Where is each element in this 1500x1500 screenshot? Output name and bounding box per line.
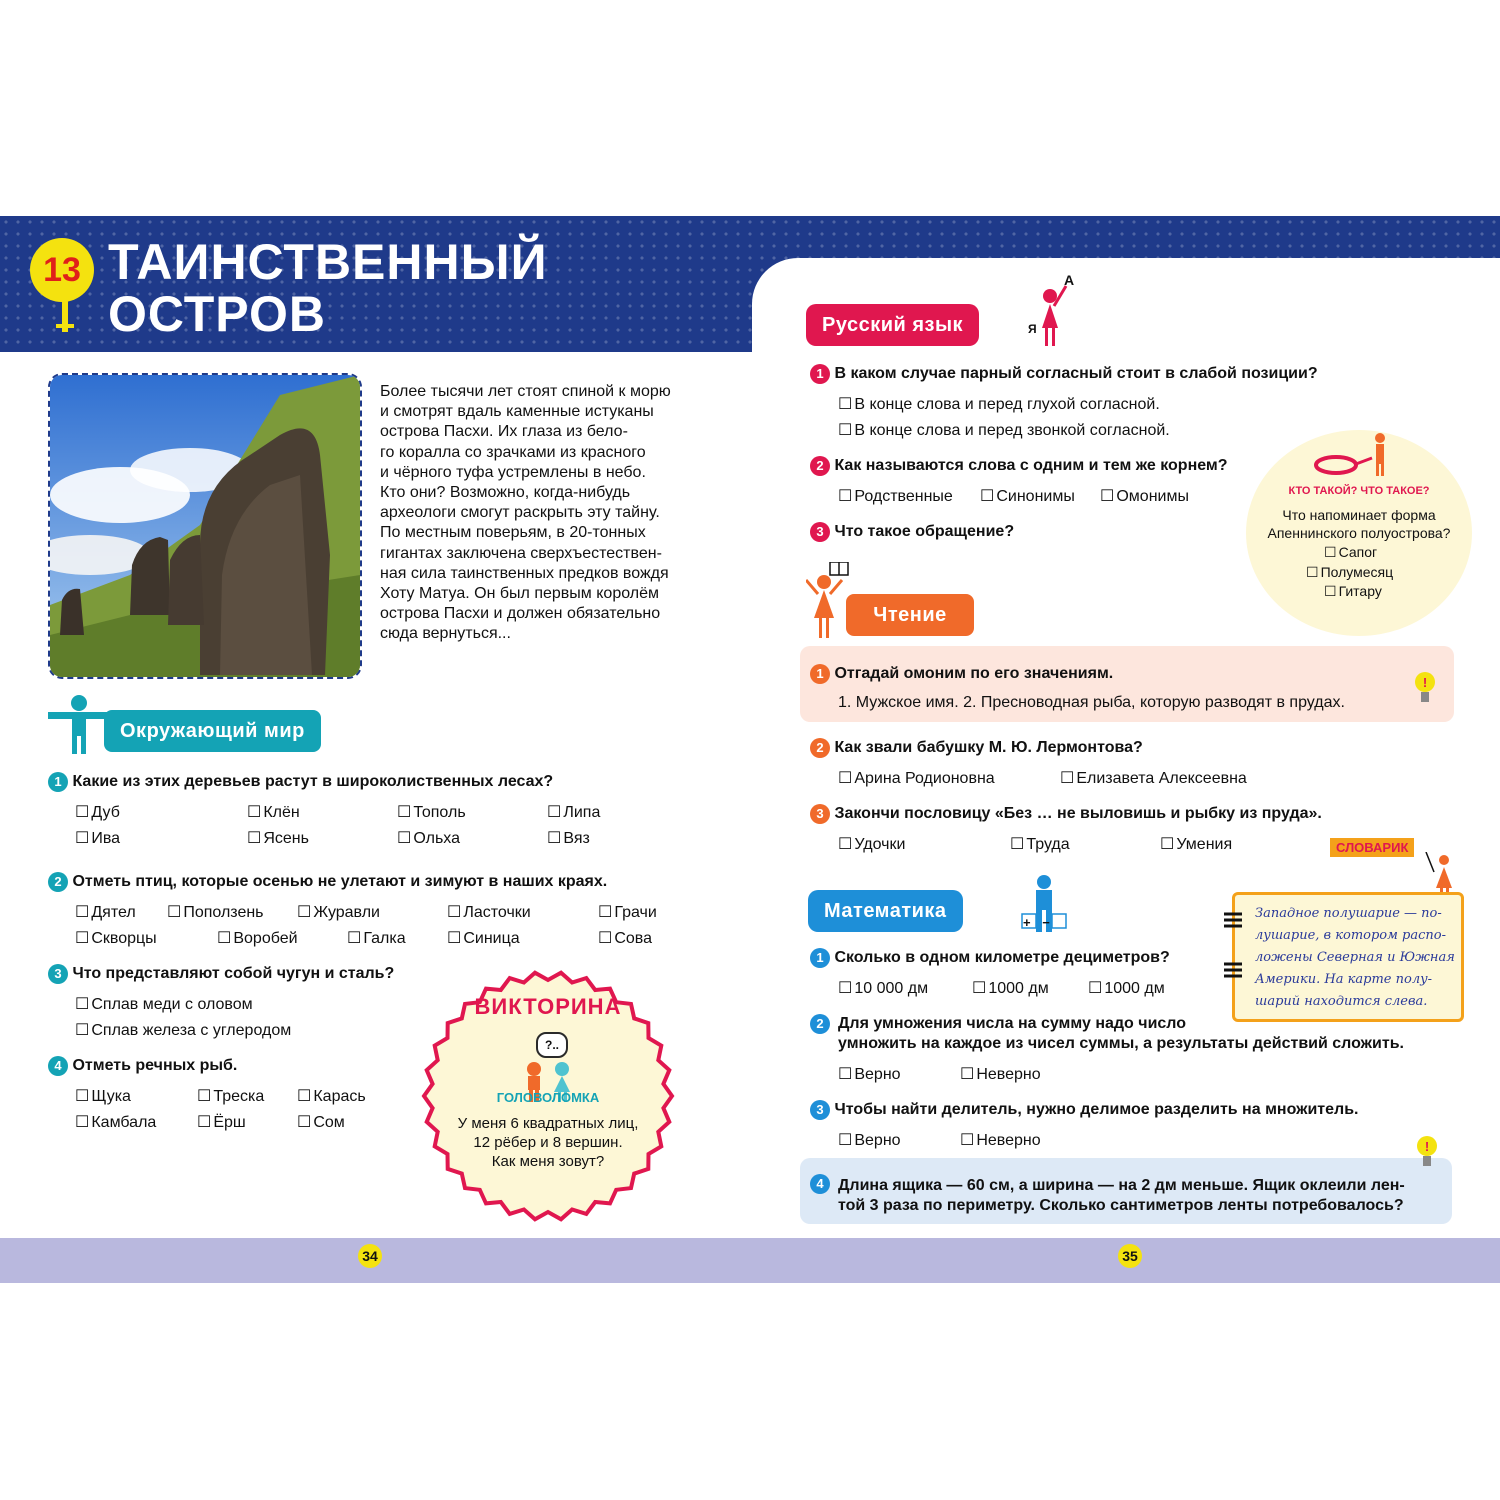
tab-russian[interactable]: Русский язык	[806, 304, 979, 346]
checkbox-option[interactable]: ☐ Гитару	[1324, 583, 1382, 600]
question-text: Отметь речных рыб.	[72, 1057, 238, 1074]
dictionary-line: ложены Северная и Южная	[1255, 950, 1455, 965]
checkbox-option[interactable]: ☐ Елизавета Алексеевна	[1060, 768, 1247, 788]
question-number: 2	[810, 1014, 830, 1034]
question-text	[838, 1014, 1458, 1054]
intro-line: острова Пасхи. Их глаза из бело-	[380, 423, 628, 441]
checkbox-option[interactable]: ☐ 10 000 дм	[838, 978, 928, 998]
question-number: 2	[48, 872, 68, 892]
question-text: Что представляют собой чугун и сталь?	[72, 965, 395, 982]
checkbox-option[interactable]: ☐ Ёрш	[197, 1112, 246, 1132]
dictionary-card	[1232, 892, 1464, 1022]
intro-paragraph	[380, 382, 700, 645]
question-text-line: Для умножения числа на сумму надо число	[838, 1015, 1187, 1032]
reading-question-1	[810, 664, 1113, 684]
dictionary-text	[1255, 903, 1459, 1013]
who-is-it-circle	[1246, 430, 1472, 636]
checkbox-option[interactable]: ☐ Родственные	[838, 486, 953, 506]
question-number: 2	[810, 738, 830, 758]
question-number: 1	[810, 364, 830, 384]
intro-line: ная сила таинственных предков вождя	[380, 564, 669, 582]
checkbox-option[interactable]: ☐ Удочки	[838, 834, 905, 854]
question-number: 1	[810, 664, 830, 684]
riddle-line: Как меня зовут?	[491, 1153, 605, 1170]
quiz-title: ВИКТОРИНА	[474, 994, 622, 1019]
notebook-rings-icon	[1222, 908, 1244, 1008]
checkbox-option[interactable]: ☐ Сова	[598, 928, 652, 948]
question-text: Как звали бабушку М. Ю. Лермонтова?	[834, 739, 1143, 756]
checkbox-option[interactable]: ☐ Ива	[75, 828, 120, 848]
riddle-line: 12 рёбер и 8 вершин.	[473, 1134, 623, 1151]
checkbox-option[interactable]: ☐ В конце слова и перед глухой согласной.	[838, 394, 1160, 414]
footer-band	[0, 1238, 1500, 1283]
question-number: 2	[810, 456, 830, 476]
question-text-line: умножить на каждое из чисел суммы, а результаты действий сложить.	[838, 1035, 1404, 1052]
plus-minus-signs: + −	[1023, 915, 1050, 930]
intro-line: Хоту Матуа. Он был первым королём	[380, 585, 659, 603]
checkbox-option[interactable]: ☐ Сплав меди с оловом	[75, 994, 253, 1014]
question-text: Сколько в одном километре дециметров?	[834, 949, 1170, 966]
checkbox-option[interactable]: ☐ Сплав железа с углеродом	[75, 1020, 291, 1040]
reading-question-2	[810, 738, 1143, 758]
question-number: 4	[48, 1056, 68, 1076]
intro-line: Более тысячи лет стоят спиной к морю	[380, 383, 671, 400]
intro-line: сюда вернуться...	[380, 625, 511, 643]
checkbox-option[interactable]: ☐ Ласточки	[447, 902, 531, 922]
intro-line: гигантах заключена сверхъестествен-	[380, 544, 662, 562]
russian-question-3	[810, 522, 1014, 542]
riddle-line: У меня 6 квадратных лиц,	[457, 1115, 639, 1132]
quiz-subtitle: ГОЛОВОЛОМКА	[496, 1090, 600, 1105]
tab-world[interactable]: Окружающий мир	[104, 710, 321, 752]
hard-question-bulb-icon	[1400, 1124, 1454, 1172]
checkbox-option[interactable]: ☐ Синица	[447, 928, 520, 948]
question-text: Чтобы найти делитель, нужно делимое разделить на множитель.	[834, 1101, 1359, 1118]
checkbox-option[interactable]: ☐ Галка	[347, 928, 406, 948]
checkbox-option[interactable]: ☐ Дуб	[75, 802, 120, 822]
speech-bubble-icon: ?..	[536, 1032, 568, 1058]
checkbox-option[interactable]: ☐ Липа	[547, 802, 600, 822]
magnifier-mascot-icon	[1312, 430, 1392, 480]
reading-question-1-detail: 1. Мужское имя. 2. Пресноводная рыба, которую разводят в прудах.	[838, 694, 1345, 711]
checkbox-option[interactable]: ☐ Клён	[247, 802, 300, 822]
letter-a: А	[1064, 272, 1075, 288]
dictionary-line: Америки. На карте полу-	[1255, 972, 1433, 987]
lesson-number-badge: 13	[30, 238, 94, 302]
question-number: 3	[810, 522, 830, 542]
checkbox-option[interactable]: ☐ Верно	[838, 1064, 901, 1084]
question-text: Закончи пословицу «Без … не выловишь и рыбку из пруда».	[834, 805, 1322, 822]
world-mascot-icon	[48, 694, 110, 754]
checkbox-option[interactable]: ☐ Полумесяц	[1306, 564, 1393, 581]
checkbox-option[interactable]: ☐ Синонимы	[980, 486, 1075, 506]
checkbox-option[interactable]: ☐ Журавли	[297, 902, 380, 922]
intro-line: го коралла со зрачками из красного	[380, 443, 646, 461]
checkbox-option[interactable]: ☐ Умения	[1160, 834, 1232, 854]
checkbox-option[interactable]: ☐ Неверно	[960, 1064, 1041, 1084]
tab-math[interactable]: Математика	[808, 890, 963, 932]
letter-ya: Я	[1028, 322, 1037, 336]
reading-question-3	[810, 804, 1322, 824]
checkbox-option[interactable]: ☐ Сапог	[1324, 544, 1377, 561]
question-number: 3	[48, 964, 68, 984]
page-number-left: 34	[358, 1244, 382, 1268]
russian-question-2	[810, 456, 1228, 476]
question-text: Отгадай омоним по его значениям.	[834, 665, 1114, 682]
checkbox-option[interactable]: ☐ Ясень	[247, 828, 309, 848]
world-question-1	[48, 772, 553, 792]
russian-question-1	[810, 364, 1318, 384]
checkbox-option[interactable]: ☐ Камбала	[75, 1112, 156, 1132]
question-text: Какие из этих деревьев растут в широколиственных лесах?	[72, 773, 554, 790]
question-number: 1	[810, 948, 830, 968]
checkbox-option[interactable]: ☐ В конце слова и перед звонкой согласной.	[838, 420, 1170, 440]
title-line-1: ТАИНСТВЕННЫЙ	[108, 234, 548, 290]
checkbox-option[interactable]: ☐ Дятел	[75, 902, 136, 922]
checkbox-option[interactable]: ☐ Вяз	[547, 828, 590, 848]
question-number: 1	[48, 772, 68, 792]
intro-line: и смотрят вдаль каменные истуканы	[380, 403, 654, 421]
checkbox-option[interactable]: ☐ 1000 дм	[972, 978, 1049, 998]
question-text-line: той 3 раза по периметру. Сколько сантиметров ленты потребовалось?	[838, 1197, 1404, 1214]
math-question-2	[810, 1014, 1404, 1052]
intro-line: Кто они? Возможно, когда-нибудь	[380, 484, 631, 502]
hard-question-bulb-icon	[1396, 656, 1454, 714]
tab-reading[interactable]: Чтение	[846, 594, 974, 636]
math-question-4	[810, 1174, 1405, 1214]
intro-line: археологи смогут раскрыть эту тайну.	[380, 504, 660, 522]
checkbox-option[interactable]: ☐ Скворцы	[75, 928, 157, 948]
easter-island-photo	[48, 373, 362, 679]
dictionary-label: СЛОВАРИК	[1330, 838, 1414, 857]
intro-line: По местным поверьям, в 20-тонных	[380, 524, 646, 542]
who-question-line: Апеннинского полуострова?	[1267, 525, 1451, 541]
checkbox-option[interactable]: ☐ Ольха	[397, 828, 460, 848]
dictionary-line: Западное полушарие — по-	[1255, 906, 1442, 921]
page-number-right: 35	[1118, 1244, 1142, 1268]
title-line-2: ОСТРОВ	[108, 286, 326, 342]
checkbox-option[interactable]: ☐ Грачи	[598, 902, 657, 922]
dictionary-line: шарий находится слева.	[1255, 994, 1428, 1009]
intro-line: и чёрного туфа устремлены в небо.	[380, 463, 646, 481]
checkbox-option[interactable]: ☐ Поползень	[167, 902, 264, 922]
checkbox-option[interactable]: ☐ Воробей	[217, 928, 298, 948]
question-number: 3	[810, 804, 830, 824]
math-question-1	[810, 948, 1170, 968]
question-text: Что такое обращение?	[834, 523, 1015, 540]
question-text: Отметь птиц, которые осенью не улетают и зимуют в наших краях.	[72, 873, 608, 890]
question-text: Как называются слова с одним и тем же корнем?	[834, 457, 1228, 474]
quiz-seal	[420, 968, 676, 1224]
svg-text:!: !	[1424, 1139, 1430, 1154]
world-question-4	[48, 1056, 237, 1076]
math-question-3	[810, 1100, 1358, 1120]
world-question-2	[48, 872, 607, 892]
checkbox-option[interactable]: ☐ Труда	[1010, 834, 1070, 854]
checkbox-option[interactable]: ☐ Щука	[75, 1086, 131, 1106]
checkbox-option[interactable]: ☐ Омонимы	[1100, 486, 1189, 506]
who-question	[1246, 506, 1472, 542]
question-number: 3	[810, 1100, 830, 1120]
world-question-3	[48, 964, 394, 984]
svg-text:!: !	[1422, 675, 1428, 690]
checkbox-option[interactable]: ☐ Арина Родионовна	[838, 768, 995, 788]
checkbox-option[interactable]: ☐ Сом	[297, 1112, 345, 1132]
checkbox-option[interactable]: ☐ Верно	[838, 1130, 901, 1150]
question-text-line: Длина ящика — 60 см, а ширина — на 2 дм меньше. Ящик оклеили лен-	[838, 1177, 1405, 1194]
question-text	[838, 1176, 1448, 1216]
page-title	[108, 236, 548, 340]
checkbox-option[interactable]: ☐ Карась	[297, 1086, 366, 1106]
checkbox-option[interactable]: ☐ Треска	[197, 1086, 264, 1106]
checkbox-option[interactable]: ☐ Тополь	[397, 802, 466, 822]
who-title: КТО ТАКОЙ? ЧТО ТАКОЕ?	[1288, 485, 1430, 497]
intro-line: острова Пасхи и должен обязательно	[380, 605, 661, 623]
checkbox-option[interactable]: ☐ Неверно	[960, 1130, 1041, 1150]
quiz-riddle	[420, 1114, 676, 1171]
checkbox-option[interactable]: ☐ 1000 дм	[1088, 978, 1165, 998]
dictionary-line: лушарие, в котором распо-	[1255, 928, 1446, 943]
question-number: 4	[810, 1174, 830, 1194]
question-text: В каком случае парный согласный стоит в слабой позиции?	[834, 365, 1318, 382]
who-question-line: Что напоминает форма	[1282, 507, 1436, 523]
